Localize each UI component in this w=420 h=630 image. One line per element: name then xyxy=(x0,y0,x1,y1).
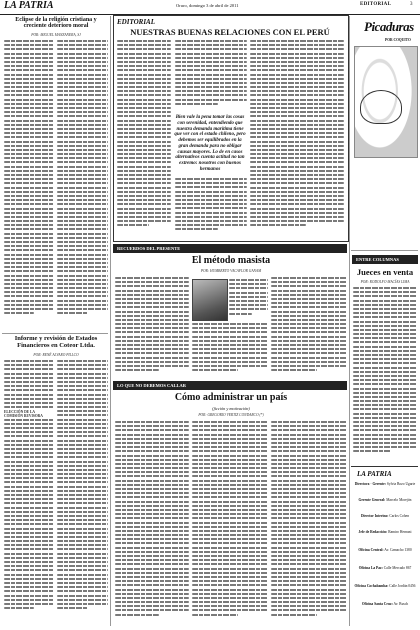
staff-name: Av. Busch xyxy=(393,602,409,606)
staff-role: Oficina Central: xyxy=(358,548,384,552)
column-rule xyxy=(110,16,111,626)
article-body xyxy=(57,360,108,626)
staff-role: Oficina Cochabamba: xyxy=(354,584,389,588)
staff-role: Oficina Santa Cruz: xyxy=(361,602,393,606)
section-banner: RECUERDOS DEL PRESENTE xyxy=(113,244,347,253)
cartoon-figure xyxy=(360,90,402,124)
divider xyxy=(351,466,418,467)
article-body xyxy=(271,421,347,626)
staff-entry xyxy=(353,514,417,518)
editorial-pullquote: Bien vale la pena tomar las cosas con serenidad, entendiendo que nuestra demanda marítima tiene que ver con el estado chileno, pero debemos ser equilibrados en la gran demanda para no obligar causas mayores. Lo de en casos alternativos cuenta actitud no tan extremo: nosotros con buenos hermanos xyxy=(174,115,246,172)
article-title: El método masista xyxy=(191,255,271,266)
cartoon-credit: POR COQUITO xyxy=(385,38,411,42)
editorial-body xyxy=(175,178,247,236)
article-body xyxy=(353,287,417,462)
article-title: Jueces en venta xyxy=(356,267,414,277)
article-byline: POR: GREGORIO VERTIZ CONDARCO (*) xyxy=(198,413,264,417)
article-body xyxy=(4,40,54,330)
column-rule xyxy=(349,16,350,626)
staff-role: Jefe de Redacción: xyxy=(358,530,388,534)
article-body xyxy=(229,279,268,321)
article-byline: POR: HUMBERTO VACAFLOR GANAM xyxy=(200,269,262,273)
editorial-tag: EDITORIAL xyxy=(117,18,155,26)
article-body xyxy=(115,277,189,377)
staff-entry xyxy=(353,566,417,570)
article-byline: POR: RENÉ ALVARO PILLCO xyxy=(33,353,79,357)
article-body xyxy=(115,421,189,626)
article-subhead: ELECCIÓN DE LA COMISIÓN REVISORA xyxy=(4,410,54,418)
article-body xyxy=(271,277,347,377)
author-photo xyxy=(192,279,228,321)
section-label: EDITORIAL xyxy=(360,2,392,7)
staff-name: Carlos Cohen xyxy=(389,514,410,518)
staff-name: Calle Jordán 0456 xyxy=(389,584,416,588)
staff-name: Av. Camacho 1380 xyxy=(384,548,412,552)
staff-role: Oficina La Paz: xyxy=(358,566,383,570)
article-title: Eclipse de la religión cristiana y creciente deterioro moral xyxy=(15,17,97,30)
article-body xyxy=(57,40,108,330)
staff-entry xyxy=(353,482,417,486)
editorial-title: NUESTRAS BUENAS RELACIONES CON EL PERÚ xyxy=(130,27,330,37)
article-title: Informe y revisión de Estados Financieros en Coteor Ltda. xyxy=(14,335,98,349)
divider xyxy=(351,250,418,251)
section-banner: ENTRE COLUMNAS xyxy=(352,255,418,264)
article-body xyxy=(4,360,54,626)
article-body xyxy=(192,421,268,626)
article-subtitle: (ficción y motivación) xyxy=(212,406,250,411)
cartoon-logo: Picaduras xyxy=(364,19,414,34)
staff-entry xyxy=(353,530,417,534)
editorial-body xyxy=(117,40,171,236)
staff-name: Sylvia Bozo Ugarte xyxy=(386,482,416,486)
staff-name: Marcelo Morejón xyxy=(386,498,412,502)
staff-entry xyxy=(353,498,417,502)
editorial-body xyxy=(250,40,344,236)
dateline: Oruro, domingo 3 de abril de 2011 xyxy=(176,3,239,8)
article-byline: POR: MIGUEL MANZANERA, SJ xyxy=(31,33,81,37)
article-body xyxy=(192,323,268,377)
staff-role: Directora - Gerente: xyxy=(354,482,386,486)
section-banner: LO QUE NO DEBEMOS CALLAR xyxy=(113,381,347,390)
divider xyxy=(2,333,108,334)
article-byline: POR: RODOLFO MACÍAS LIMA xyxy=(360,280,410,284)
staff-name: Calle Mercado 867 xyxy=(383,566,412,570)
staff-entry xyxy=(353,548,417,552)
editorial-body xyxy=(175,40,247,112)
staff-entry xyxy=(353,584,417,588)
staff-role: Gerente General: xyxy=(358,498,386,502)
staff-masthead: LA PATRIA xyxy=(357,470,392,478)
staff-name: Ramiro Hernani xyxy=(388,530,412,534)
staff-entry xyxy=(353,602,417,606)
staff-role: Director Interino: xyxy=(360,514,389,518)
page-number: 3 xyxy=(410,2,413,7)
masthead: LA PATRIA xyxy=(4,0,54,11)
article-title: Cómo administrar un país xyxy=(174,392,288,403)
